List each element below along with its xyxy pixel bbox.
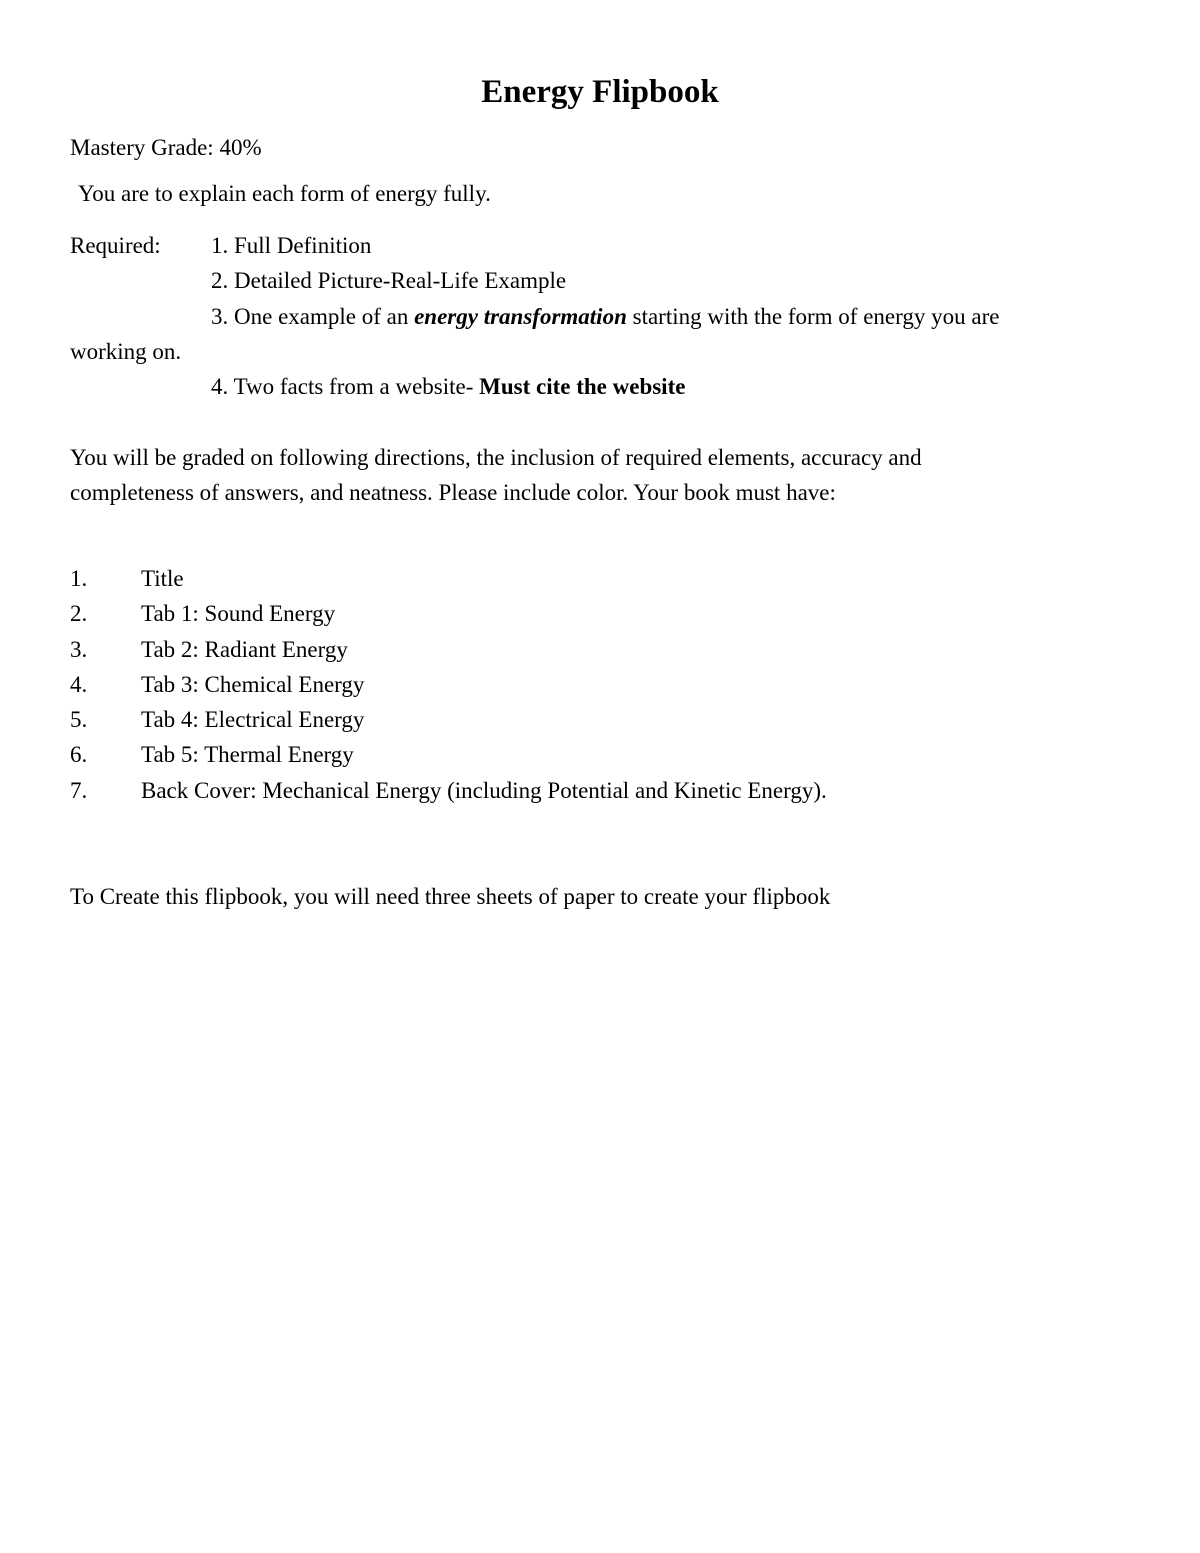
list-item-title: Title [141, 566, 184, 591]
grading-paragraph-line-2: completeness of answers, and neatness. Please include color. Your book must have: [70, 480, 836, 505]
list-item-number: 7. [70, 778, 88, 803]
list-item-sound-energy: Tab 1: Sound Energy [141, 601, 336, 626]
required-item-facts [211, 372, 685, 402]
required-item-transformation-prefix: 3. One example of an [211, 304, 415, 329]
list-item-thermal-energy: Tab 5: Thermal Energy [141, 742, 354, 767]
required-item-transformation-continued: working on. [70, 339, 182, 364]
required-item-definition: 1. Full Definition [211, 233, 372, 258]
list-item-number: 5. [70, 707, 88, 732]
mastery-grade: Mastery Grade: 40% [70, 135, 262, 160]
required-label: Required: [70, 233, 161, 258]
required-item-transformation [211, 302, 999, 332]
list-item-chemical-energy: Tab 3: Chemical Energy [141, 672, 365, 697]
energy-transformation-emphasis: energy transformation [414, 304, 627, 329]
required-item-transformation-suffix: starting with the form of energy you are [626, 304, 1000, 329]
grading-paragraph-line-1: You will be graded on following directions, the inclusion of required elements, accuracy and [70, 445, 922, 470]
list-item-number: 3. [70, 637, 88, 662]
list-item-number: 4. [70, 672, 88, 697]
page-title: Energy Flipbook [481, 74, 719, 110]
list-item-radiant-energy: Tab 2: Radiant Energy [141, 637, 348, 662]
list-item-number: 2. [70, 601, 88, 626]
list-item-electrical-energy: Tab 4: Electrical Energy [141, 707, 365, 732]
closing-instruction: To Create this flipbook, you will need three sheets of paper to create your flipbook [70, 884, 831, 909]
list-item-number: 1. [70, 566, 88, 591]
list-item-mechanical-energy: Back Cover: Mechanical Energy (including Potential and Kinetic Energy). [141, 778, 827, 803]
required-item-facts-prefix: 4. Two facts from a website- [211, 374, 480, 399]
intro-text: You are to explain each form of energy fully. [78, 181, 491, 206]
required-item-picture: 2. Detailed Picture-Real-Life Example [211, 268, 567, 293]
list-item-number: 6. [70, 742, 88, 767]
cite-website-emphasis: Must cite the website [479, 374, 686, 399]
